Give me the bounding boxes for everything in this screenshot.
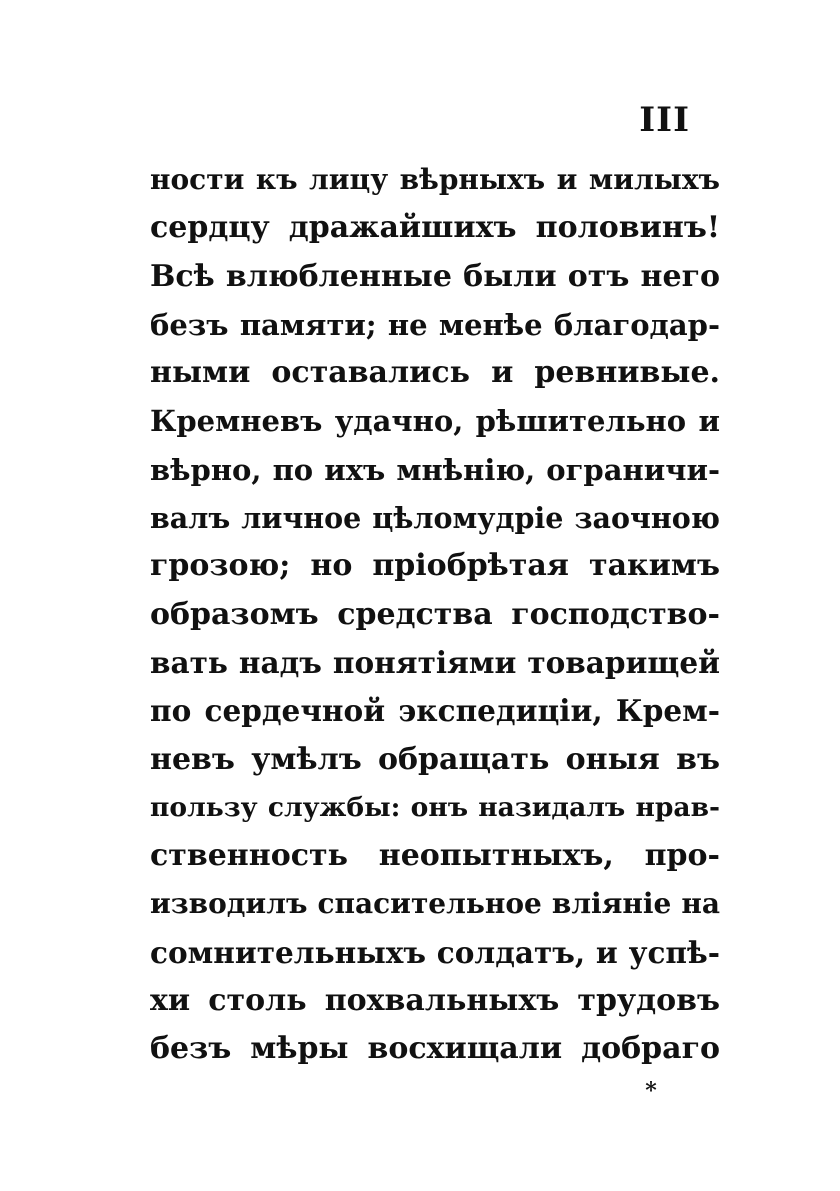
text-line: ными оставались и ревнивые.: [150, 355, 720, 391]
text-line: ности къ лицу вѣрныхъ и милыхъ: [150, 163, 720, 196]
text-line: хи столь похвальныхъ трудовъ: [150, 983, 720, 1019]
text-line: сердцу дражайшихъ половинъ!: [150, 210, 720, 246]
text-line: грозою; но пріобрѣтая такимъ: [150, 548, 720, 584]
text-line: пользу службы: онъ назидалъ нрав-: [150, 791, 720, 823]
text-line: вѣрно, по ихъ мнѣнію, ограничи-: [150, 452, 720, 487]
body-text: [150, 156, 720, 1074]
text-line: по сердечной экспедиціи, Крем-: [150, 693, 720, 729]
text-line: безъ мѣры восхищали добраго: [150, 1031, 720, 1067]
text-line: безъ памяти; не менѣе благодар-: [150, 307, 720, 342]
text-line: изводилъ спасительное вліяніе на: [150, 887, 720, 921]
text-line: валъ личное цѣломудріе заочною: [150, 501, 720, 536]
signature-mark: *: [645, 1078, 657, 1104]
text-line: ственность неопытныхъ, про-: [150, 838, 720, 874]
text-line: вать надъ понятіями товарищей: [150, 644, 720, 680]
text-line: Всѣ влюбленные были отъ него: [150, 258, 720, 294]
text-line: сомнительныхъ солдатъ, и успѣ-: [150, 934, 720, 970]
page-number: III: [639, 100, 690, 140]
text-line: образомъ средства господство-: [150, 596, 720, 632]
text-line: невъ умѣлъ обращать оныя въ: [150, 741, 720, 777]
text-line: Кремневъ удачно, рѣшительно и: [150, 404, 720, 439]
